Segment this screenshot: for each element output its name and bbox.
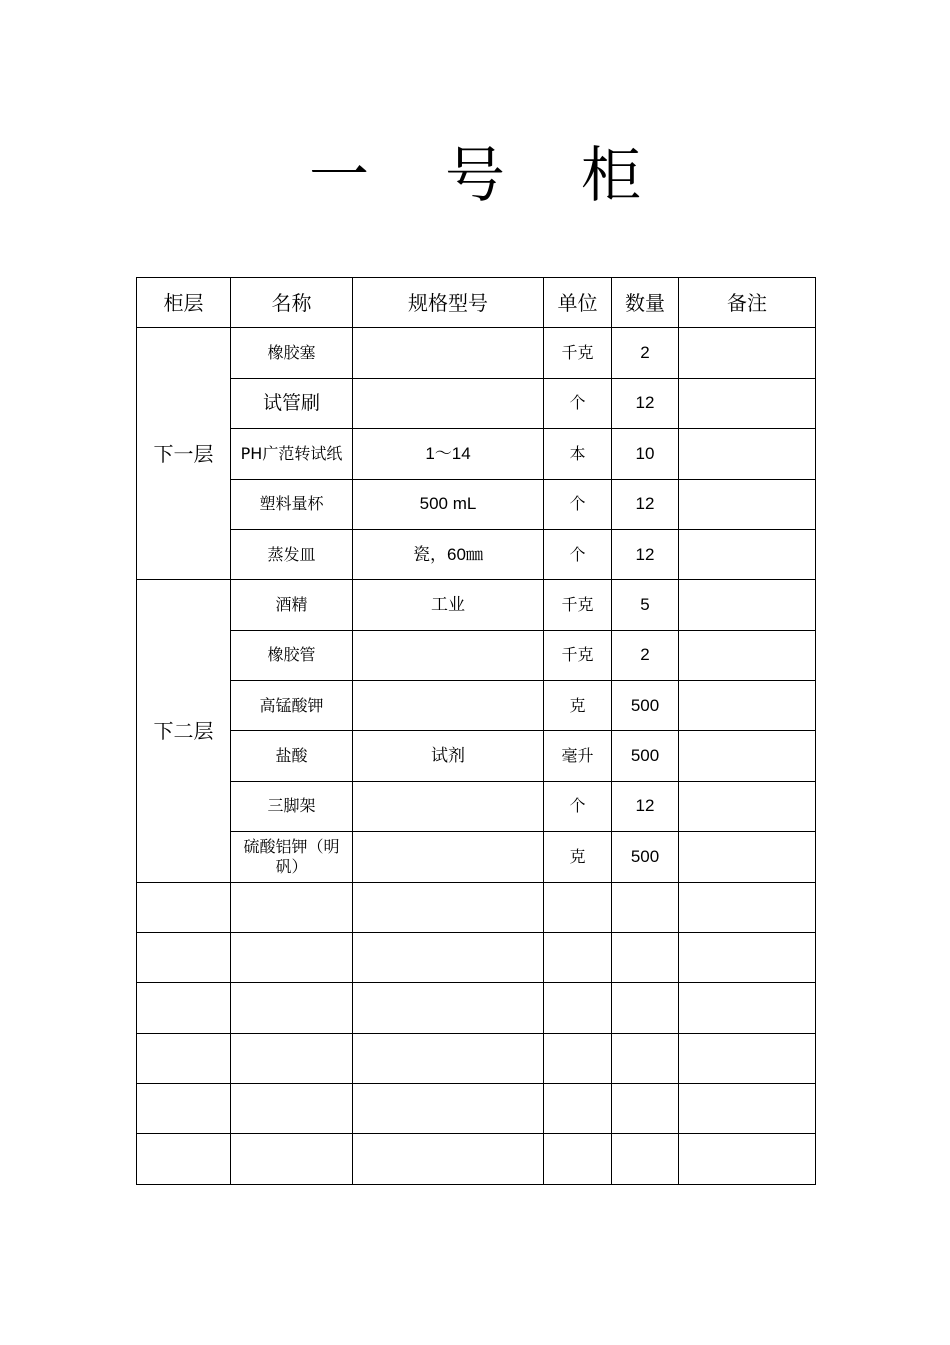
item-unit-cell: 毫升 (544, 731, 612, 781)
item-spec-cell (353, 832, 544, 882)
empty-cell (231, 882, 353, 932)
table-row (137, 479, 816, 529)
item-qty-cell: 12 (612, 378, 679, 428)
empty-row (137, 1084, 816, 1134)
empty-cell (137, 1134, 231, 1185)
table-row (137, 681, 816, 731)
empty-cell (544, 882, 612, 932)
page-title (0, 138, 950, 214)
empty-cell (137, 1084, 231, 1134)
item-unit-cell: 个 (544, 529, 612, 579)
item-spec-cell (353, 378, 544, 428)
empty-cell (137, 882, 231, 932)
item-qty-cell: 10 (612, 429, 679, 479)
empty-cell (231, 1134, 353, 1185)
item-note-cell (679, 580, 816, 630)
item-unit-cell: 本 (544, 429, 612, 479)
empty-cell (353, 1084, 544, 1134)
item-unit-cell: 个 (544, 781, 612, 831)
item-note-cell (679, 479, 816, 529)
item-note-cell (679, 630, 816, 680)
empty-cell (612, 1033, 679, 1083)
item-unit-cell: 克 (544, 832, 612, 882)
empty-cell (679, 1134, 816, 1185)
empty-cell (612, 1134, 679, 1185)
item-spec-cell (353, 328, 544, 378)
item-name-cell: PH广范转试纸 (231, 429, 353, 479)
item-unit-cell: 千克 (544, 630, 612, 680)
item-note-cell (679, 681, 816, 731)
item-spec-cell: 1～14 (353, 429, 544, 479)
empty-row (137, 932, 816, 982)
table-row (137, 529, 816, 579)
item-qty-cell: 2 (612, 328, 679, 378)
title-char-1: 一 (309, 141, 369, 211)
table-row (137, 731, 816, 781)
empty-cell (679, 932, 816, 982)
empty-cell (544, 932, 612, 982)
item-unit-cell: 千克 (544, 328, 612, 378)
table-row (137, 781, 816, 831)
item-unit-cell: 克 (544, 681, 612, 731)
item-note-cell (679, 832, 816, 882)
table-header-row (137, 278, 816, 328)
empty-cell (544, 1033, 612, 1083)
empty-cell (137, 932, 231, 982)
header-spec: 规格型号 (353, 278, 544, 328)
empty-cell (353, 1033, 544, 1083)
empty-cell (679, 983, 816, 1033)
header-layer: 柜层 (137, 278, 231, 328)
empty-cell (544, 1134, 612, 1185)
empty-cell (231, 932, 353, 982)
item-note-cell (679, 731, 816, 781)
empty-cell (612, 1084, 679, 1134)
empty-row (137, 983, 816, 1033)
empty-cell (231, 983, 353, 1033)
empty-row (137, 1033, 816, 1083)
item-name-cell: 高锰酸钾 (231, 681, 353, 731)
empty-cell (679, 1033, 816, 1083)
item-spec-cell: 试剂 (353, 731, 544, 781)
table-row (137, 580, 816, 630)
table-row (137, 429, 816, 479)
empty-cell (137, 983, 231, 1033)
item-name-cell: 蒸发皿 (231, 529, 353, 579)
header-note: 备注 (679, 278, 816, 328)
empty-cell (353, 983, 544, 1033)
empty-row (137, 882, 816, 932)
empty-cell (679, 1084, 816, 1134)
empty-cell (612, 932, 679, 982)
item-note-cell (679, 378, 816, 428)
item-qty-cell: 12 (612, 781, 679, 831)
item-name-cell: 试管刷 (231, 378, 353, 428)
item-spec-cell: 瓷，60㎜ (353, 529, 544, 579)
item-spec-cell (353, 630, 544, 680)
item-unit-cell: 个 (544, 479, 612, 529)
item-name-cell: 塑料量杯 (231, 479, 353, 529)
item-qty-cell: 2 (612, 630, 679, 680)
item-spec-cell (353, 781, 544, 831)
header-name: 名称 (231, 278, 353, 328)
item-spec-cell (353, 681, 544, 731)
header-qty: 数量 (612, 278, 679, 328)
table-row (137, 630, 816, 680)
item-qty-cell: 5 (612, 580, 679, 630)
empty-cell (353, 1134, 544, 1185)
inventory-table (136, 277, 816, 1185)
empty-cell (612, 983, 679, 1033)
empty-cell (544, 983, 612, 1033)
empty-cell (353, 932, 544, 982)
item-note-cell (679, 529, 816, 579)
item-qty-cell: 12 (612, 529, 679, 579)
empty-cell (679, 882, 816, 932)
table-row (137, 328, 816, 378)
item-qty-cell: 500 (612, 832, 679, 882)
item-note-cell (679, 429, 816, 479)
item-note-cell (679, 781, 816, 831)
empty-cell (612, 882, 679, 932)
item-name-cell: 橡胶管 (231, 630, 353, 680)
empty-cell (231, 1033, 353, 1083)
item-name-cell: 三脚架 (231, 781, 353, 831)
item-name-cell: 酒精 (231, 580, 353, 630)
item-spec-cell: 工业 (353, 580, 544, 630)
empty-row (137, 1134, 816, 1185)
table-row (137, 832, 816, 882)
empty-cell (137, 1033, 231, 1083)
empty-cell (544, 1084, 612, 1134)
item-qty-cell: 12 (612, 479, 679, 529)
item-name-cell: 硫酸铝钾（明矾） (231, 832, 353, 882)
empty-cell (231, 1084, 353, 1134)
title-char-2: 号 (445, 141, 505, 211)
item-name-cell: 盐酸 (231, 731, 353, 781)
item-qty-cell: 500 (612, 731, 679, 781)
title-char-3: 柜 (581, 141, 641, 211)
item-unit-cell: 千克 (544, 580, 612, 630)
layer-cell: 下二层 (137, 580, 231, 882)
layer-cell: 下一层 (137, 328, 231, 580)
item-spec-cell: 500 mL (353, 479, 544, 529)
item-note-cell (679, 328, 816, 378)
item-qty-cell: 500 (612, 681, 679, 731)
empty-cell (353, 882, 544, 932)
item-name-cell: 橡胶塞 (231, 328, 353, 378)
table-row (137, 378, 816, 428)
header-unit: 单位 (544, 278, 612, 328)
item-unit-cell: 个 (544, 378, 612, 428)
